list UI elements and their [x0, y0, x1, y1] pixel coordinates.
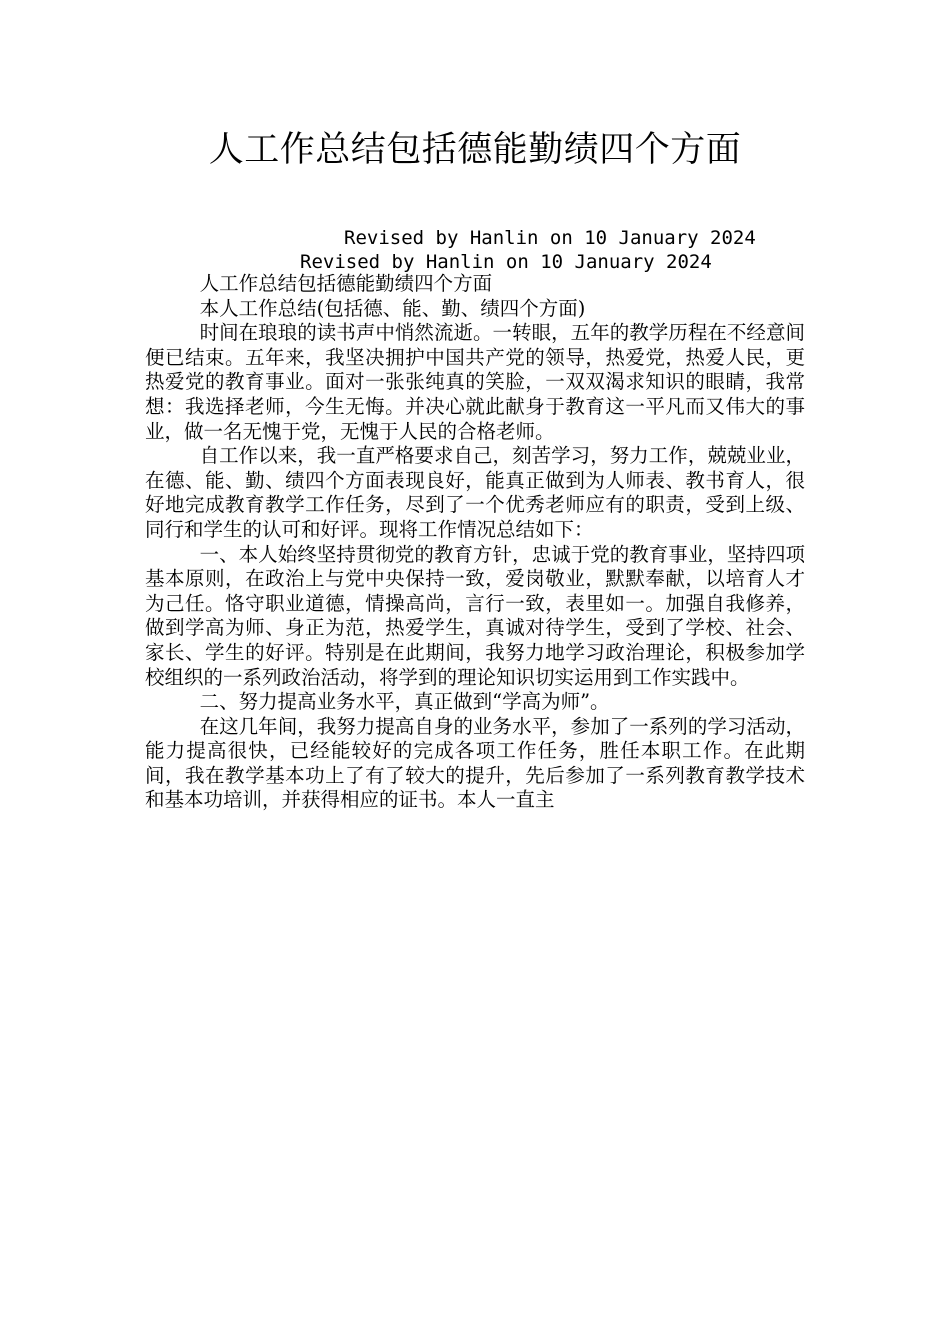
body-paragraph: 自工作以来，我一直严格要求自己，刻苦学习，努力工作，兢兢业业，在德、能、勤、绩四个方面表现良好，能真正做到为人师表、教书育人，很好地完成教育教学工作任务，尽到了一个优秀老师应有的职责，受到上级、同行和学生的认可和好评。现将工作情况总结如下：: [145, 444, 805, 541]
body-paragraph: 人工作总结包括德能勤绩四个方面: [199, 272, 493, 295]
document-body: [145, 272, 805, 813]
body-paragraph: 二、努力提高业务水平，真正做到“学高为师”。: [199, 690, 610, 714]
body-paragraph: 在这几年间，我努力提高自身的业务水平，参加了一系列的学习活动，能力提高很快，已经能较好的完成各项工作任务，胜任本职工作。在此期间，我在教学基本功上了有了较大的提升，先后参加了一系列教育教学技术和基本功培训，并获得相应的证书。本人一直主: [145, 714, 805, 812]
body-paragraph: 时间在琅琅的读书声中悄然流逝。一转眼，五年的教学历程在不经意间便已结束。五年来，我坚决拥护中国共产党的领导，热爱党，热爱人民，更热爱党的教育事业。面对一张张纯真的笑脸，一双双渴求知识的眼睛，我常想：我选择老师，今生无悔。并决心就此献身于教育这一平凡而又伟大的事业，做一名无愧于党，无愧于人民的合格老师。: [145, 321, 805, 443]
revision-note: Revised by Hanlin on 10 January 2024: [300, 251, 712, 273]
body-paragraph: 一、本人始终坚持贯彻党的教育方针，忠诚于党的教育事业，坚持四项基本原则，在政治上与党中央保持一致，爱岗敬业，默默奉献，以培育人才为己任。恪守职业道德，情操高尚，言行一致，表里如一。加强自我修养，做到学高为师、身正为范，热爱学生，真诚对待学生，受到了学校、社会、家长、学生的好评。特别是在此期间，我努力地学习政治理论，积极参加学校组织的一系列政治活动，将学到的理论知识切实运用到工作实践中。: [145, 542, 805, 689]
revision-note: Revised by Hanlin on 10 January 2024: [344, 227, 756, 249]
body-paragraph: 本人工作总结(包括德、能、勤、绩四个方面): [199, 296, 586, 320]
document-title: 人工作总结包括德能勤绩四个方面: [208, 130, 742, 170]
